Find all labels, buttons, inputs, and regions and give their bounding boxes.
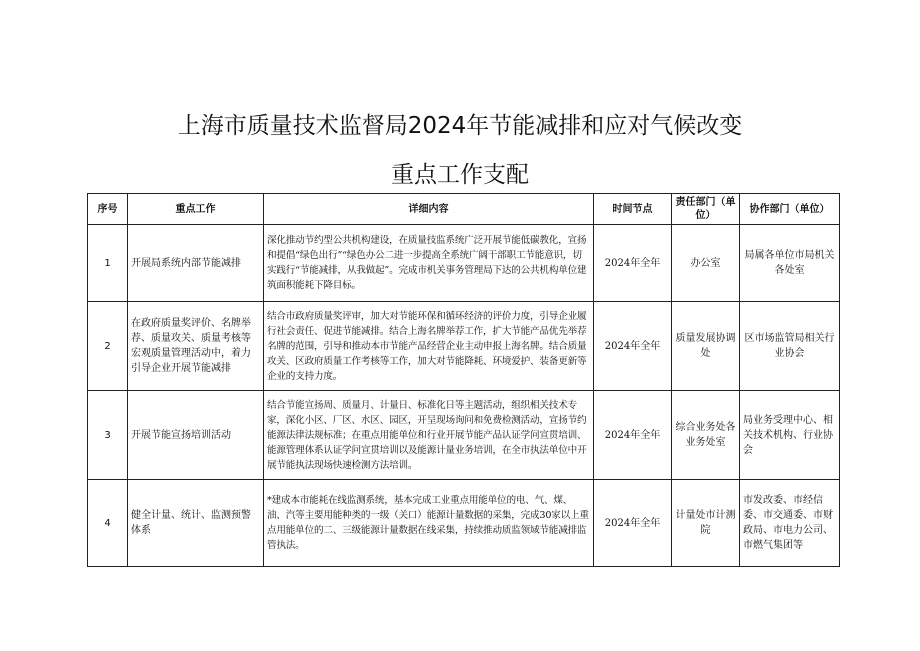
row-coop: 局属各单位市局机关各处室	[740, 225, 840, 302]
row-time: 2024年全年	[594, 302, 672, 391]
work-plan-table	[87, 193, 840, 567]
row-dept: 综合业务处各业务处室	[672, 391, 740, 480]
row-no: 2	[88, 302, 128, 391]
row-task: 开展节能宣扬培训活动	[128, 391, 264, 480]
row-detail: 结合节能宣扬周、质量月、计量日、标准化日等主题活动，组织相关技术专家，深化小区、厂区、水区、园区，开呈现场询问和免费检测活动，宣扬节约能源法律法规标准；在重点用能单位和行业开展节能产品认证学问宣贯培训、能源管理体系认证学问宣贯培训以及能源计量业务培训，在全市执法单位中开展节能执法现场快速检测方法培训。	[264, 391, 594, 480]
row-task: 开展局系统内部节能减排	[128, 225, 264, 302]
row-coop: 局业务受理中心、相关技术机构、行业协会	[740, 391, 840, 480]
table-row	[88, 302, 840, 391]
header-no: 序号	[88, 194, 128, 225]
header-task: 重点工作	[128, 194, 264, 225]
row-time: 2024年全年	[594, 225, 672, 302]
table-header-row	[88, 194, 840, 225]
table-row	[88, 225, 840, 302]
document-title-line1: 上海市质量技术监督局2024年节能减排和应对气候改变	[177, 113, 743, 139]
row-no: 4	[88, 480, 128, 567]
row-detail: 深化推动节约型公共机构建设，在质量技监系统广泛开展节能低碳教化，宣扬和提倡“绿色出行”“绿色办公二进一步提高全系统广阔干部职工节能意识，切实践行“节能减排，从我做起”。完成市机关事务管理局下达的公共机构单位建筑面积能耗下降目标。	[264, 225, 594, 302]
row-coop: 区市场监管局相关行业协会	[740, 302, 840, 391]
row-time: 2024年全年	[594, 391, 672, 480]
row-detail: 结合市政府质量奖评审，加大对节能环保和循环经济的评价力度，引导企业履行社会责任、促进节能减排。结合上海名牌举荐工作，扩大节能产品优先举荐名牌的范围，引导和推动本市节能产品经营企业主动申报上海名牌。结合质量攻关、区政府质量工作考核等工作，加大对节能降耗、环境爱护、装备更新等企业的支持力度。	[264, 302, 594, 391]
header-detail: 详细内容	[264, 194, 594, 225]
row-dept: 质量发展协调处	[672, 302, 740, 391]
row-task: 健全计量、统计、监测预警体系	[128, 480, 264, 567]
row-detail: *建成本市能耗在线监测系统，基本完成工业重点用能单位的电、气、煤、油、汽等主要用能种类的一级（关口）能源计量数据的采集，完成30家以上重点用能单位的二、三级能源计量数据在线采集，持续推动质监领域节能减排监管执法。	[264, 480, 594, 567]
row-no: 3	[88, 391, 128, 480]
header-coop: 协作部门（单位）	[740, 194, 840, 225]
header-dept: 责任部门（单位）	[672, 194, 740, 225]
table-row	[88, 391, 840, 480]
table-row	[88, 480, 840, 567]
row-coop: 市发改委、市经信委、市交通委、市财政局、市电力公司、市燃气集团等	[740, 480, 840, 567]
row-time: 2024年全年	[594, 480, 672, 567]
document-title-line2: 重点工作支配	[391, 162, 529, 188]
row-task: 在政府质量奖评价、名牌举荐、质量攻关、质量考核等宏观质量管理活动中，着力引导企业开展节能减排	[128, 302, 264, 391]
row-no: 1	[88, 225, 128, 302]
row-dept: 办公室	[672, 225, 740, 302]
row-dept: 计量处市计测院	[672, 480, 740, 567]
header-time: 时间节点	[594, 194, 672, 225]
